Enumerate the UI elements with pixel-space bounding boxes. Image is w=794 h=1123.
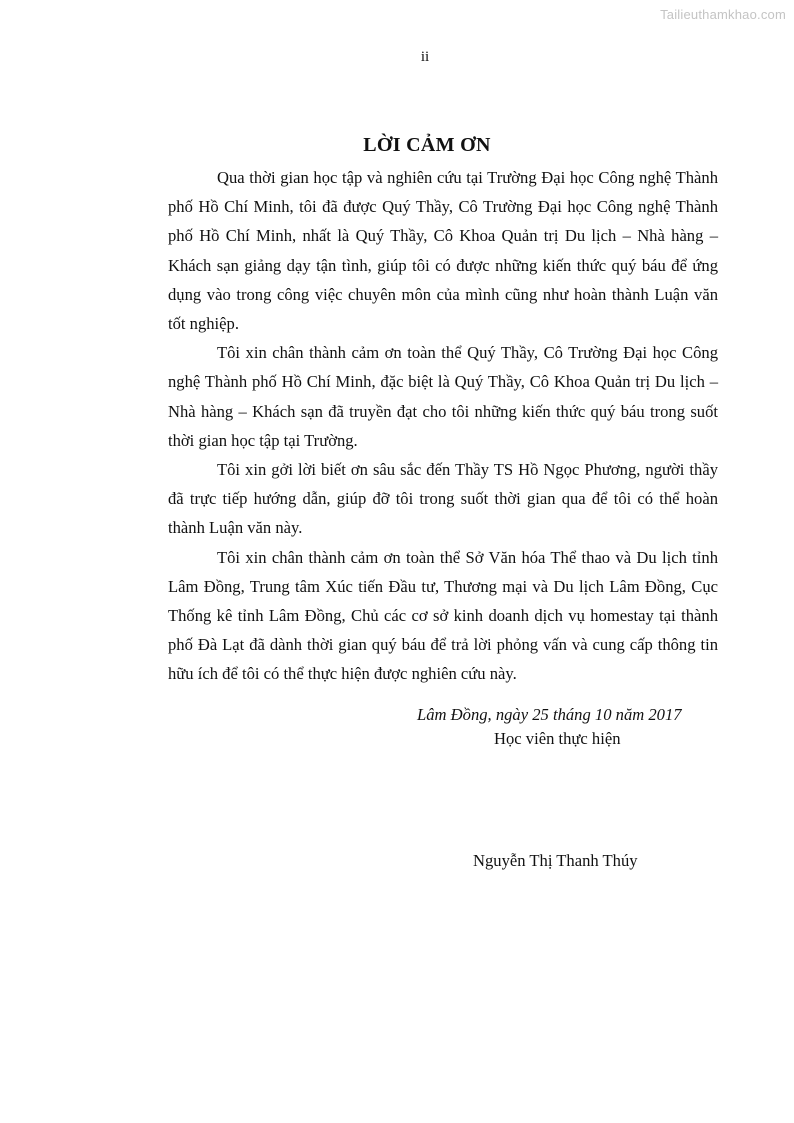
- paragraph: Qua thời gian học tập và nghiên cứu tại Trường Đại học Công nghệ Thành phố Hồ Chí Minh, tôi đã được Quý Thầy, Cô Trường Đại học Công nghệ Thành phố Hồ Chí Minh, nhất là Quý Thầy, Cô Khoa Quản trị Du lịch – Nhà hàng – Khách sạn giảng dạy tận tình, giúp tôi có được những kiến thức quý báu để ứng dụng vào trong công việc chuyên môn của mình cũng như hoàn thành Luận văn tốt nghiệp.: [168, 168, 718, 334]
- acknowledgement-body: [168, 163, 718, 689]
- paragraph: Tôi xin gởi lời biết ơn sâu sắc đến Thầy TS Hồ Ngọc Phương, người thầy đã trực tiếp hướng dẫn, giúp đỡ tôi trong suốt thời gian qua để tôi có thể hoàn thành Luận văn này.: [168, 460, 718, 538]
- signer-role: Học viên thực hiện: [494, 729, 621, 748]
- place-date: Lâm Đồng, ngày 25 tháng 10 năm 2017: [417, 705, 682, 724]
- signer-name: Nguyễn Thị Thanh Thúy: [473, 851, 638, 870]
- page-title: LỜI CẢM ƠN: [363, 134, 491, 156]
- paragraph: Tôi xin chân thành cảm ơn toàn thể Sở Văn hóa Thể thao và Du lịch tỉnh Lâm Đồng, Trung tâm Xúc tiến Đầu tư, Thương mại và Du lịch Lâm Đồng, Cục Thống kê tỉnh Lâm Đồng, Chủ các cơ sở kinh doanh dịch vụ homestay tại thành phố Đà Lạt đã dành thời gian quý báu để trả lời phỏng vấn và cung cấp thông tin hữu ích để tôi có thể thực hiện được nghiên cứu này.: [168, 547, 718, 684]
- paragraph: Tôi xin chân thành cảm ơn toàn thể Quý Thầy, Cô Trường Đại học Công nghệ Thành phố Hồ Chí Minh, đặc biệt là Quý Thầy, Cô Khoa Quản trị Du lịch – Nhà hàng – Khách sạn đã truyền đạt cho tôi những kiến thức quý báu trong suốt thời gian học tập tại Trường.: [168, 343, 718, 450]
- watermark: Tailieuthamkhao.com: [660, 7, 786, 22]
- page-number: ii: [420, 49, 430, 65]
